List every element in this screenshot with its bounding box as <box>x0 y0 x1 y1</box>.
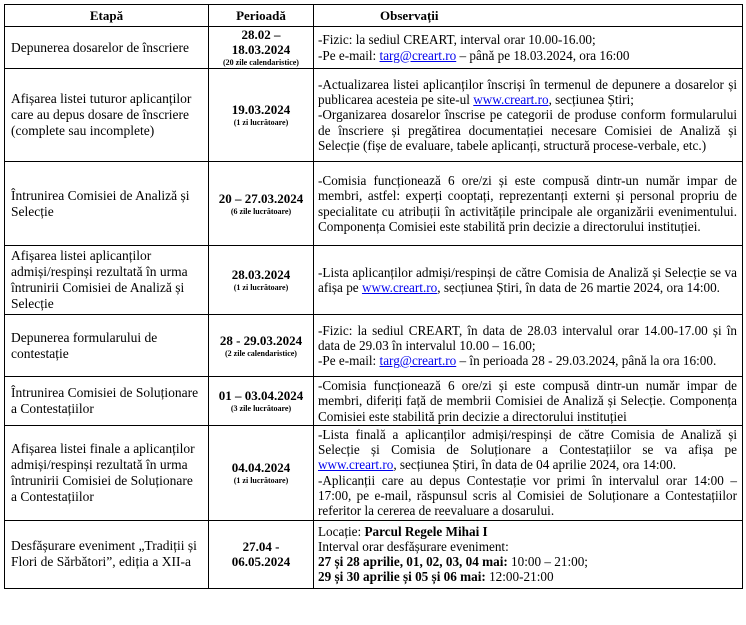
observation-text: , secțiunea Știri, în data de 04 aprilie 2024, ora 14:00. <box>393 457 677 473</box>
period-cell <box>209 27 314 69</box>
period-duration-note: (1 zi lucrătoare) <box>233 283 289 292</box>
table-row <box>5 246 743 315</box>
period-duration-note: (1 zi lucrătoare) <box>233 118 289 127</box>
observation-paragraph <box>318 554 737 569</box>
observation-text: -Lista aplicanților admiși/respinși de către Comisia de Analiză și Selecție se va afișa pe <box>318 264 737 295</box>
stage-cell: Afișarea listei aplicanților admiși/respinși rezultată în urma întrunirii Comisiei de Analiză și Selecție <box>5 246 209 315</box>
period-dates: 28.03.2024 <box>231 267 291 282</box>
observations-cell <box>314 162 743 246</box>
observation-text: , secțiunea Știri; <box>548 92 634 108</box>
period-dates: 28 - 29.03.2024 <box>219 332 303 348</box>
header-row <box>5 5 743 27</box>
header-perioada: Perioadă <box>209 5 314 27</box>
period-dates: 27.04 - 06.05.2024 <box>231 539 291 570</box>
table-row <box>5 425 743 520</box>
period-dates: 28.02 – 18.03.2024 <box>231 27 291 57</box>
period-dates: 19.03.2024 <box>231 102 291 117</box>
observation-text: -Pe e-mail: <box>318 47 380 63</box>
observation-text: 12:00-21:00 <box>485 569 554 585</box>
period-duration-note: (2 zile calendaristice) <box>225 348 297 358</box>
period-dates: 20 – 27.03.2024 <box>218 190 304 206</box>
observation-paragraph <box>318 48 737 63</box>
period-duration-note: (20 zile calendaristice) <box>223 58 299 67</box>
observation-text: -Lista finală a aplicanților admiși/respinși de către Comisia de Analiză și Selecție și Comisia de Soluționare a Contestațiilor se va afișa pe <box>318 426 737 458</box>
emphasized-text: 27 și 28 aprilie, 01, 02, 03, 04 mai: <box>318 554 508 570</box>
period-cell <box>209 315 314 377</box>
stage-cell: Depunerea dosarelor de înscriere <box>5 27 209 69</box>
observation-paragraph: -Fizic: la sediul CREART, în data de 28.03 intervalul orar 14.00-17.00 și în data de 29.03 în intervalul 10.00 – 16.00; <box>318 322 737 353</box>
period-cell <box>209 377 314 426</box>
period-dates: 04.04.2024 <box>231 459 291 475</box>
table-row <box>5 69 743 162</box>
emphasized-text: 29 și 30 aprilie și 05 și 06 mai: <box>318 569 486 585</box>
period-cell <box>209 69 314 162</box>
observations-cell <box>314 69 743 162</box>
period-cell <box>209 520 314 588</box>
stage-cell: Depunerea formularului de contestație <box>5 315 209 377</box>
observation-paragraph <box>318 265 737 296</box>
stage-cell: Întrunirea Comisiei de Soluționare a Contestațiilor <box>5 377 209 426</box>
email-link[interactable]: targ@creart.ro <box>379 47 457 63</box>
period-duration-note: (1 zi lucrătoare) <box>233 475 289 485</box>
observation-paragraph: -Fizic: la sediul CREART, interval orar 10.00-16.00; <box>318 32 596 48</box>
observations-cell <box>314 246 743 315</box>
observation-paragraph: -Comisia funcționează 6 ore/zi și este compusă dintr-un număr impar de membri, astfel: experți cooptați, reprezentanți externi și personal propriu de specialitate cu atribuții în activitățile principale ale organizării evenimentului. Componența Comisiei este stabilită prin decizie a directorului instituției. <box>318 172 737 234</box>
observation-text: – până pe 18.03.2024, ora 16:00 <box>456 47 630 63</box>
period-cell <box>209 246 314 315</box>
observation-paragraph <box>318 77 737 108</box>
table-row <box>5 162 743 246</box>
observations-cell <box>314 377 743 426</box>
observation-paragraph: -Organizarea dosarelor înscrise pe categorii de produse conform formularului de înscriere și pregătirea documentației necesare Comisiei de Analiză și Selecție (fișe de evaluare, tabele aplicanți, structură procese-verbale, etc.) <box>318 107 737 153</box>
observation-paragraph <box>318 524 737 539</box>
email-link[interactable]: targ@creart.ro <box>379 353 457 369</box>
stage-cell: Afișarea listei tuturor aplicanților care au depus dosare de înscriere (complete sau incomplete) <box>5 69 209 162</box>
table-row <box>5 520 743 588</box>
observation-text: , secțiunea Știri, în data de 26 martie 2024, ora 14:00. <box>437 280 720 295</box>
observation-paragraph: Interval orar desfășurare eveniment: <box>318 538 509 554</box>
observation-text: -Pe e-mail: <box>318 353 380 369</box>
period-cell <box>209 162 314 246</box>
website-link[interactable]: www.creart.ro <box>361 280 438 295</box>
observation-paragraph: -Comisia funcționează 6 ore/zi și este compusă dintr-un număr impar de membri, diferiți față de membrii Comisiei de Analiză și Selecție. Componența Comisiei este stabilită prin decizie a directorului instituției <box>318 378 737 424</box>
observation-text: 10:00 – 21:00; <box>507 554 588 570</box>
observation-paragraph <box>318 427 737 473</box>
observation-paragraph <box>318 353 737 368</box>
emphasized-text: Parcul Regele Mihai I <box>364 523 488 539</box>
observation-text: -Actualizarea listei aplicanților înscriși în termenul de depunere a dosarelor și publicarea acesteia pe site-ul <box>318 76 737 108</box>
observation-paragraph <box>318 569 737 584</box>
header-etapa: Etapă <box>5 5 209 27</box>
period-cell <box>209 425 314 520</box>
table-row <box>5 377 743 426</box>
schedule-body <box>5 27 743 589</box>
observations-cell <box>314 27 743 69</box>
schedule-table <box>4 4 743 589</box>
stage-cell: Desfășurare eveniment „Tradiții și Flori de Sărbători”, ediția a XII-a <box>5 520 209 588</box>
observations-cell <box>314 425 743 520</box>
observation-text: Locație: <box>318 523 365 539</box>
period-dates: 01 – 03.04.2024 <box>218 387 304 403</box>
observations-cell <box>314 520 743 588</box>
period-duration-note: (6 zile lucrătoare) <box>230 206 292 216</box>
website-link[interactable]: www.creart.ro <box>318 457 394 473</box>
website-link[interactable]: www.creart.ro <box>473 92 549 108</box>
stage-cell: Afișarea listei finale a aplicanților admiși/respinși rezultată în urma întrunirii Comisiei de Soluționare a Contestațiilor <box>5 425 209 520</box>
observation-text: – în perioada 28 - 29.03.2024, până la ora 16:00. <box>456 353 717 369</box>
header-observatii: Observații <box>314 5 743 27</box>
table-row <box>5 27 743 69</box>
observations-cell <box>314 315 743 377</box>
period-duration-note: (3 zile lucrătoare) <box>230 403 292 413</box>
stage-cell: Întrunirea Comisiei de Analiză și Selecție <box>5 162 209 246</box>
observation-paragraph: -Aplicanții care au depus Contestație vor primi în intervalul orar 14:00 – 17:00, pe e-mail, răspunsul scris al Comisiei de Soluționare a Contestațiilor referitor la cererea de reevaluare a dosarului. <box>318 472 737 519</box>
table-row <box>5 315 743 377</box>
